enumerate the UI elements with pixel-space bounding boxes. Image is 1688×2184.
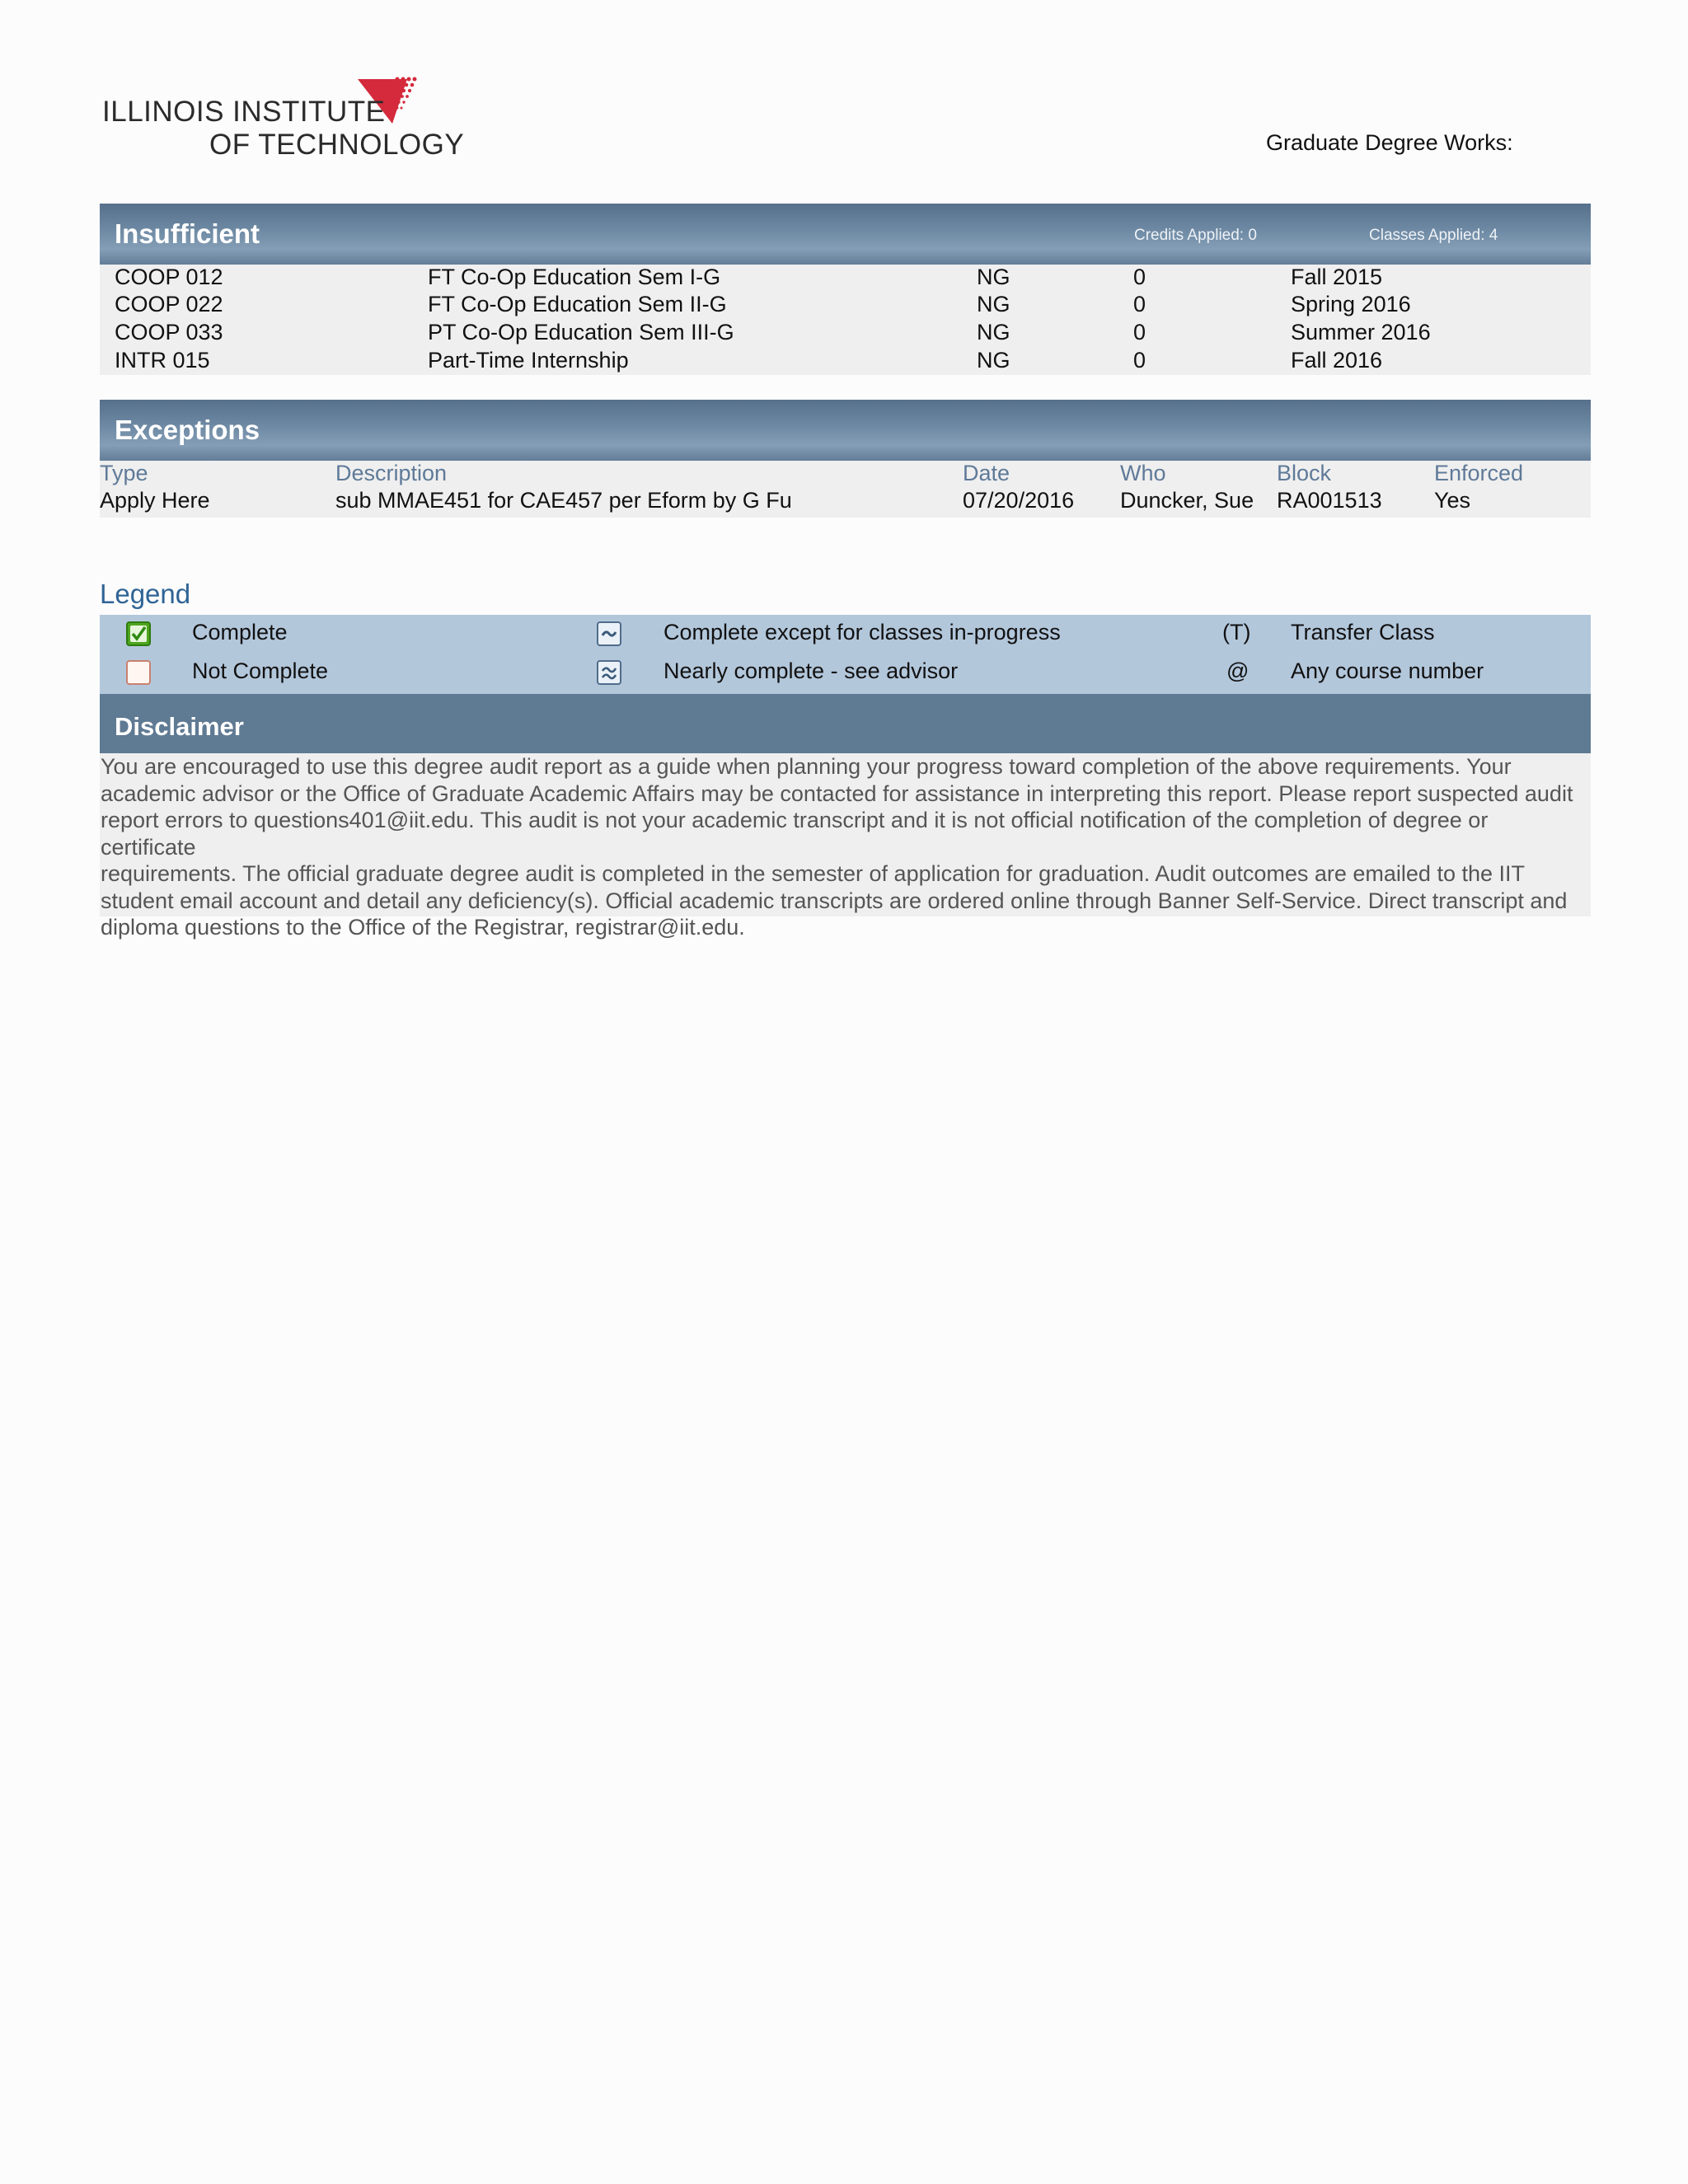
course-code: COOP 012 <box>115 265 223 289</box>
disclaimer-line: diploma questions to the Office of the Registrar, registrar@iit.edu. <box>101 915 745 940</box>
exception-enforced: Yes <box>1434 488 1471 513</box>
legend-complete-label: Complete <box>192 620 288 644</box>
column-header-type: Type <box>100 461 148 485</box>
legend-any-course-symbol: @ <box>1226 658 1250 683</box>
course-credits: 0 <box>1133 320 1146 344</box>
course-term: Fall 2016 <box>1291 348 1383 373</box>
legend-in-progress-label: Complete except for classes in-progress <box>663 620 1061 644</box>
checkbox-checked-icon <box>126 621 151 646</box>
course-title: PT Co-Op Education Sem III-G <box>428 320 734 344</box>
course-credits: 0 <box>1133 292 1146 316</box>
column-header-date: Date <box>963 461 1010 485</box>
logo-text-line1: ILLINOIS INSTITUTE <box>102 96 386 128</box>
course-code: INTR 015 <box>115 348 210 373</box>
exceptions-table <box>100 461 1591 518</box>
report-title: Graduate Degree Works: <box>1266 130 1513 155</box>
course-grade: NG <box>977 348 1010 373</box>
legend <box>100 615 1591 694</box>
exception-date: 07/20/2016 <box>963 488 1075 513</box>
disclaimer-text <box>100 753 1591 940</box>
insufficient-header <box>100 204 1591 265</box>
disclaimer-header <box>100 694 1591 755</box>
legend-title: Legend <box>100 579 191 609</box>
legend-transfer-label: Transfer Class <box>1291 620 1435 644</box>
insufficient-title: Insufficient <box>115 218 260 249</box>
course-title: FT Co-Op Education Sem I-G <box>428 265 721 289</box>
disclaimer-line: report errors to questions401@iit.edu. This audit is not your academic transcript and it is not official notification of the completion of degree or certificate <box>101 808 1489 860</box>
course-grade: NG <box>977 265 1010 289</box>
column-header-block: Block <box>1277 461 1332 485</box>
disclaimer-line: You are encouraged to use this degree audit report as a guide when planning your progress toward completion of the above requirements. Your <box>101 754 1512 779</box>
checkbox-empty-icon <box>126 660 151 685</box>
course-credits: 0 <box>1133 265 1146 289</box>
disclaimer-line: student email account and detail any deficiency(s). Official academic transcripts are ordered online through Banner Self-Service. Direct transcript and <box>101 888 1568 913</box>
iit-logo <box>102 76 465 166</box>
disclaimer-title: Disclaimer <box>115 712 244 741</box>
course-term: Spring 2016 <box>1291 292 1411 316</box>
exception-type: Apply Here <box>100 488 210 513</box>
exceptions-title: Exceptions <box>115 415 260 445</box>
column-header-who: Who <box>1120 461 1166 485</box>
course-code: COOP 033 <box>115 320 223 344</box>
course-term: Fall 2015 <box>1291 265 1383 289</box>
legend-not-complete-label: Not Complete <box>192 658 329 683</box>
course-title: FT Co-Op Education Sem II-G <box>428 292 727 316</box>
exceptions-header <box>100 400 1591 461</box>
disclaimer-line: academic advisor or the Office of Graduate Academic Affairs may be contacted for assistance in interpreting this report. Please report suspected audit <box>101 780 1573 806</box>
course-grade: NG <box>977 320 1010 344</box>
exception-block: RA001513 <box>1277 488 1382 513</box>
double-tilde-icon <box>597 660 621 685</box>
course-title: Part-Time Internship <box>428 348 629 373</box>
disclaimer-line: requirements. The official graduate degree audit is completed in the semester of application for graduation. Audit outcomes are emailed to the IIT <box>101 861 1525 886</box>
course-grade: NG <box>977 292 1010 316</box>
exception-description: sub MMAE451 for CAE457 per Eform by G Fu <box>335 488 792 513</box>
credits-applied: Credits Applied: 0 <box>1134 227 1257 244</box>
classes-applied: Classes Applied: 4 <box>1369 227 1498 244</box>
course-credits: 0 <box>1133 348 1146 373</box>
insufficient-table <box>100 265 1591 375</box>
legend-transfer-symbol: (T) <box>1222 620 1251 644</box>
legend-any-course-label: Any course number <box>1291 658 1484 683</box>
course-code: COOP 022 <box>115 292 223 316</box>
column-header-enforced: Enforced <box>1434 461 1524 485</box>
column-header-description: Description <box>335 461 448 485</box>
logo-text-line2: OF TECHNOLOGY <box>209 129 465 161</box>
tilde-icon <box>597 621 621 646</box>
course-term: Summer 2016 <box>1291 320 1431 344</box>
legend-nearly-label: Nearly complete - see advisor <box>663 658 959 683</box>
exception-who: Duncker, Sue <box>1120 488 1254 513</box>
